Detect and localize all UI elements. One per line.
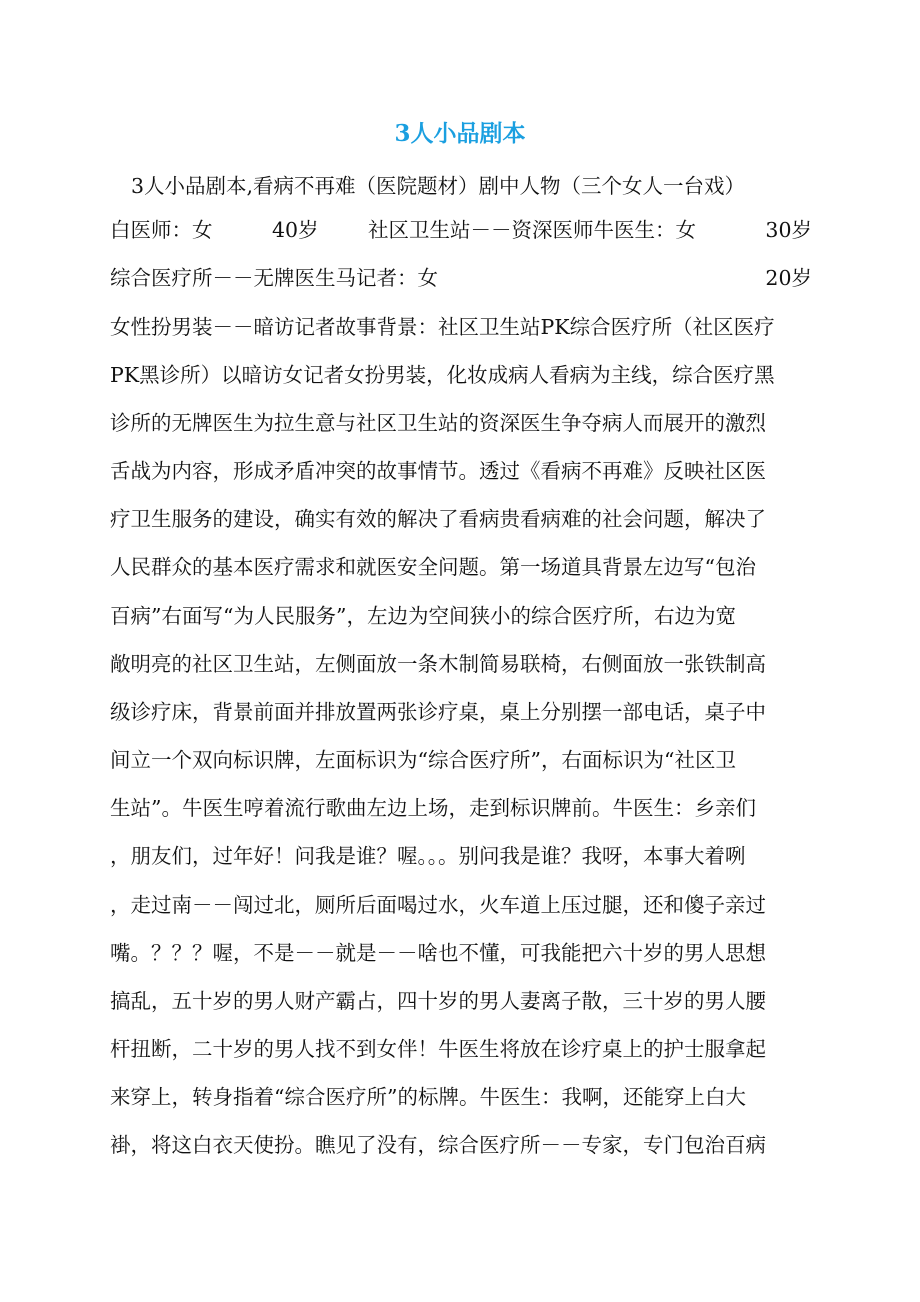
body-line: 敞明亮的社区卫生站，左侧面放一条木制简易联椅，右侧面放一张铁制高: [110, 652, 766, 676]
cast-niu-age: 30岁: [765, 218, 812, 242]
body-line: ，朋友们，过年好！问我是谁？喔。。。别问我是谁？我呀，本事大着咧: [110, 844, 746, 868]
cast-ma-age: 20岁: [765, 266, 812, 290]
body-line: 百病”右面写“为人民服务”，左边为空间狭小的综合医疗所，右边为宽: [110, 604, 736, 628]
body-line: 间立一个双向标识牌，左面标识为“综合医疗所”，右面标识为“社区卫: [110, 748, 736, 772]
body-line: 疗卫生服务的建设，确实有效的解决了看病贵看病难的社会问题，解决了: [110, 507, 766, 531]
body-line: 舌战为内容，形成矛盾冲突的故事情节。透过《看病不再难》反映社区医: [110, 459, 766, 483]
body-line: 级诊疗床，背景前面并排放置两张诊疗桌，桌上分别摆一部电话，桌子中: [110, 700, 766, 724]
intro-line: 3人小品剧本,看病不再难（医院题材）剧中人物（三个女人一台戏）: [131, 174, 746, 198]
body-line: 嘴。？？？喔，不是－－就是－－啥也不懂，可我能把六十岁的男人思想: [110, 941, 766, 965]
cast-line-2: [110, 262, 812, 294]
body-line: 来穿上，转身指着“综合医疗所”的标牌。牛医生：我啊，还能穿上白大: [110, 1085, 746, 1109]
body-line: 搞乱，五十岁的男人财产霸占，四十岁的男人妻离子散，三十岁的男人腰: [110, 989, 766, 1013]
body-line: 生站”。牛医生哼着流行歌曲左边上场，走到标识牌前。牛医生：乡亲们: [110, 796, 756, 820]
body-line: 诊所的无牌医生为拉生意与社区卫生站的资深医生争夺病人而展开的激烈: [110, 411, 766, 435]
body-line: 杆扭断，二十岁的男人找不到女伴！牛医生将放在诊疗桌上的护士服拿起: [110, 1037, 766, 1061]
body-line: ，走过南－－闯过北，厕所后面喝过水，火车道上压过腿，还和傻子亲过: [110, 893, 766, 917]
document-title: 3人小品剧本: [394, 120, 526, 147]
body-line: 女性扮男装－－暗访记者故事背景：社区卫生站PK综合医疗所（社区医疗: [110, 315, 775, 339]
body-line: 人民群众的基本医疗需求和就医安全问题。第一场道具背景左边写“包治: [110, 555, 756, 579]
body-line: 褂，将这白衣天使扮。瞧见了没有，综合医疗所－－专家，专门包治百病: [110, 1133, 766, 1157]
cast-niu-label: 社区卫生站－－资深医师牛医生：女: [368, 218, 696, 242]
cast-bai-label: 白医师：女: [110, 218, 213, 242]
cast-ma-label: 综合医疗所－－无牌医生马记者：女: [110, 266, 438, 290]
body-line: PK黑诊所）以暗访女记者女扮男装，化妆成病人看病为主线，综合医疗黑: [110, 363, 775, 387]
cast-bai-age: 40岁: [272, 218, 319, 242]
